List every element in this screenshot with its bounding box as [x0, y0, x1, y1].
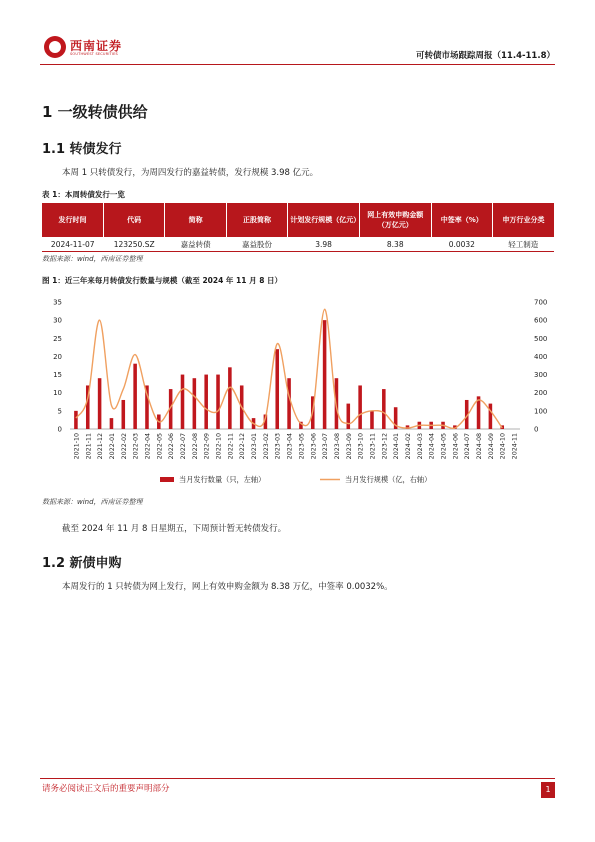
- page-number: 1: [541, 782, 555, 798]
- x-axis-tick-label: 2021-12: [97, 433, 105, 460]
- x-axis-tick-label: 2022-06: [168, 433, 176, 460]
- x-axis-tick-label: 2023-01: [251, 433, 259, 460]
- x-axis-tick-label: 2022-04: [144, 433, 152, 460]
- bar-monthly-count: [323, 320, 327, 429]
- left-axis-tick-label: 25: [53, 334, 62, 343]
- bar-monthly-count: [275, 349, 279, 429]
- x-axis-tick-label: 2022-05: [156, 433, 164, 460]
- bar-monthly-count: [382, 389, 386, 429]
- right-axis-tick-label: 300: [534, 371, 548, 380]
- legend-bar-label: 当月发行数量（只，左轴）: [179, 475, 266, 484]
- x-axis-tick-label: 2024-06: [452, 433, 460, 460]
- x-axis-tick-label: 2023-09: [345, 433, 353, 460]
- x-axis-tick-label: 2022-01: [108, 433, 116, 460]
- next-week-paragraph: 截至 2024 年 11 月 8 日星期五，下周预计暂无转债发行。: [62, 524, 287, 534]
- x-axis-tick-label: 2022-03: [132, 433, 140, 460]
- table-cell: 8.38: [359, 237, 431, 252]
- logo-emblem-icon: [44, 36, 66, 58]
- issuance-summary-paragraph: 本周 1 只转债发行，为周四发行的嘉益转债，发行规模 3.98 亿元。: [62, 168, 319, 178]
- table-cell: 0.0032: [431, 237, 492, 252]
- table-header-cell: 发行时间: [42, 203, 103, 237]
- table-header-cell: 申万行业分类: [493, 203, 554, 237]
- bar-monthly-count: [98, 378, 102, 429]
- x-axis-tick-label: 2024-02: [405, 433, 412, 460]
- subscription-paragraph: 本周发行的 1 只转债为网上发行，网上有效申购金额为 8.38 万亿，中签率 0.0032%。: [62, 582, 393, 592]
- company-logo: [44, 36, 154, 60]
- logo-subtext: SOUTHWEST SECURITIES: [70, 52, 118, 56]
- x-axis-tick-label: 2024-08: [476, 433, 484, 460]
- x-axis-tick-label: 2023-04: [286, 433, 294, 460]
- x-axis-tick-label: 2024-09: [487, 433, 495, 460]
- table-cell: 嘉益转债: [165, 237, 226, 252]
- x-axis-tick-label: 2023-08: [333, 433, 341, 460]
- table-cell: 嘉益股份: [226, 237, 287, 252]
- left-axis-tick-label: 15: [53, 371, 62, 380]
- x-axis-tick-label: 2024-11: [511, 433, 519, 460]
- x-axis-tick-label: 2024-04: [428, 433, 436, 460]
- figure-1-caption: 图 1：近三年来每月转债发行数量与规模（截至 2024 年 11 月 8 日）: [42, 276, 283, 285]
- legend-bar-swatch: [160, 477, 174, 482]
- table-cell: 轻工制造: [493, 237, 554, 252]
- x-axis-tick-label: 2023-12: [381, 433, 389, 460]
- left-axis-tick-label: 10: [53, 389, 62, 398]
- bar-monthly-count: [193, 378, 197, 429]
- x-axis-tick-label: 2023-10: [357, 433, 365, 460]
- x-axis-tick-label: 2022-09: [203, 433, 211, 460]
- left-axis-tick-label: 30: [53, 316, 62, 325]
- x-axis-tick-label: 2024-03: [416, 433, 424, 460]
- table-row: [42, 237, 554, 252]
- bar-monthly-count: [216, 375, 220, 429]
- table-1-caption: 表 1：本周转债发行一览: [42, 190, 125, 199]
- x-axis-tick-label: 2024-10: [499, 433, 507, 460]
- x-axis-tick-label: 2024-05: [440, 433, 448, 460]
- monthly-issuance-chart: [42, 292, 554, 492]
- x-axis-tick-label: 2023-03: [274, 433, 282, 460]
- bar-monthly-count: [122, 400, 126, 429]
- bar-monthly-count: [133, 364, 137, 429]
- section-1-1-heading: 1.1 转债发行: [42, 142, 122, 157]
- x-axis-tick-label: 2024-01: [393, 433, 401, 460]
- section-1-heading: 1 一级转债供给: [42, 103, 148, 121]
- bar-monthly-count: [489, 404, 493, 429]
- right-axis-tick-label: 700: [534, 298, 548, 307]
- right-axis-tick-label: 200: [534, 389, 548, 398]
- table-header-cell: 中签率（%）: [431, 203, 492, 237]
- x-axis-tick-label: 2023-06: [310, 433, 318, 460]
- right-axis-tick-label: 100: [534, 407, 548, 416]
- bar-monthly-count: [370, 411, 374, 429]
- x-axis-tick-label: 2023-11: [369, 433, 377, 460]
- left-axis-tick-label: 35: [53, 298, 62, 307]
- page-header: [40, 30, 555, 65]
- bar-monthly-count: [287, 378, 291, 429]
- right-axis-tick-label: 400: [534, 352, 548, 361]
- table-header-row: [42, 203, 554, 237]
- bar-monthly-count: [181, 375, 185, 429]
- x-axis-tick-label: 2022-11: [227, 433, 235, 460]
- bar-monthly-count: [228, 367, 232, 429]
- right-axis-tick-label: 0: [534, 425, 539, 434]
- legend-line-label: 当月发行规模（亿，右轴）: [345, 475, 432, 484]
- x-axis-tick-label: 2022-08: [191, 433, 199, 460]
- section-1-2-heading: 1.2 新债申购: [42, 556, 122, 571]
- x-axis-tick-label: 2021-11: [85, 433, 93, 460]
- x-axis-tick-label: 2024-07: [464, 433, 472, 460]
- footer-divider: [40, 778, 555, 779]
- left-axis-tick-label: 0: [57, 425, 62, 434]
- right-axis-tick-label: 500: [534, 334, 548, 343]
- table-1-source: 数据来源：wind，西南证券整理: [42, 255, 143, 263]
- left-axis-tick-label: 20: [53, 352, 62, 361]
- table-cell: 3.98: [288, 237, 360, 252]
- table-header-cell: 网上有效申购金额（万亿元）: [359, 203, 431, 237]
- table-header-cell: 正股简称: [226, 203, 287, 237]
- x-axis-tick-label: 2022-07: [180, 433, 187, 460]
- right-axis-tick-label: 600: [534, 316, 548, 325]
- logo-text: 西南证券: [70, 39, 123, 53]
- left-axis-tick-label: 5: [57, 407, 62, 416]
- bar-monthly-count: [74, 411, 78, 429]
- x-axis-tick-label: 2023-07: [322, 433, 330, 460]
- figure-1-source: 数据来源：wind，西南证券整理: [42, 498, 143, 506]
- report-title: 可转债市场跟踪周报（11.4-11.8）: [416, 51, 555, 61]
- table-cell: 2024-11-07: [42, 237, 103, 252]
- table-header-cell: 计划发行规模（亿元）: [288, 203, 360, 237]
- x-axis-tick-label: 2021-10: [73, 433, 81, 460]
- table-header-cell: 简称: [165, 203, 226, 237]
- x-axis-tick-label: 2022-12: [239, 433, 247, 460]
- bar-monthly-count: [347, 404, 351, 429]
- x-axis-tick-label: 2022-10: [215, 433, 223, 460]
- table-cell: 123250.SZ: [103, 237, 164, 252]
- x-axis-tick-label: 2023-05: [298, 433, 306, 460]
- bar-monthly-count: [358, 385, 362, 429]
- table-header-cell: 代码: [103, 203, 164, 237]
- footer-disclaimer: 请务必阅读正文后的重要声明部分: [42, 784, 170, 794]
- bar-monthly-count: [110, 418, 114, 429]
- bar-monthly-count: [204, 375, 208, 429]
- issuance-table: [42, 203, 554, 252]
- x-axis-tick-label: 2023-02: [262, 433, 270, 460]
- x-axis-tick-label: 2022-02: [120, 433, 128, 460]
